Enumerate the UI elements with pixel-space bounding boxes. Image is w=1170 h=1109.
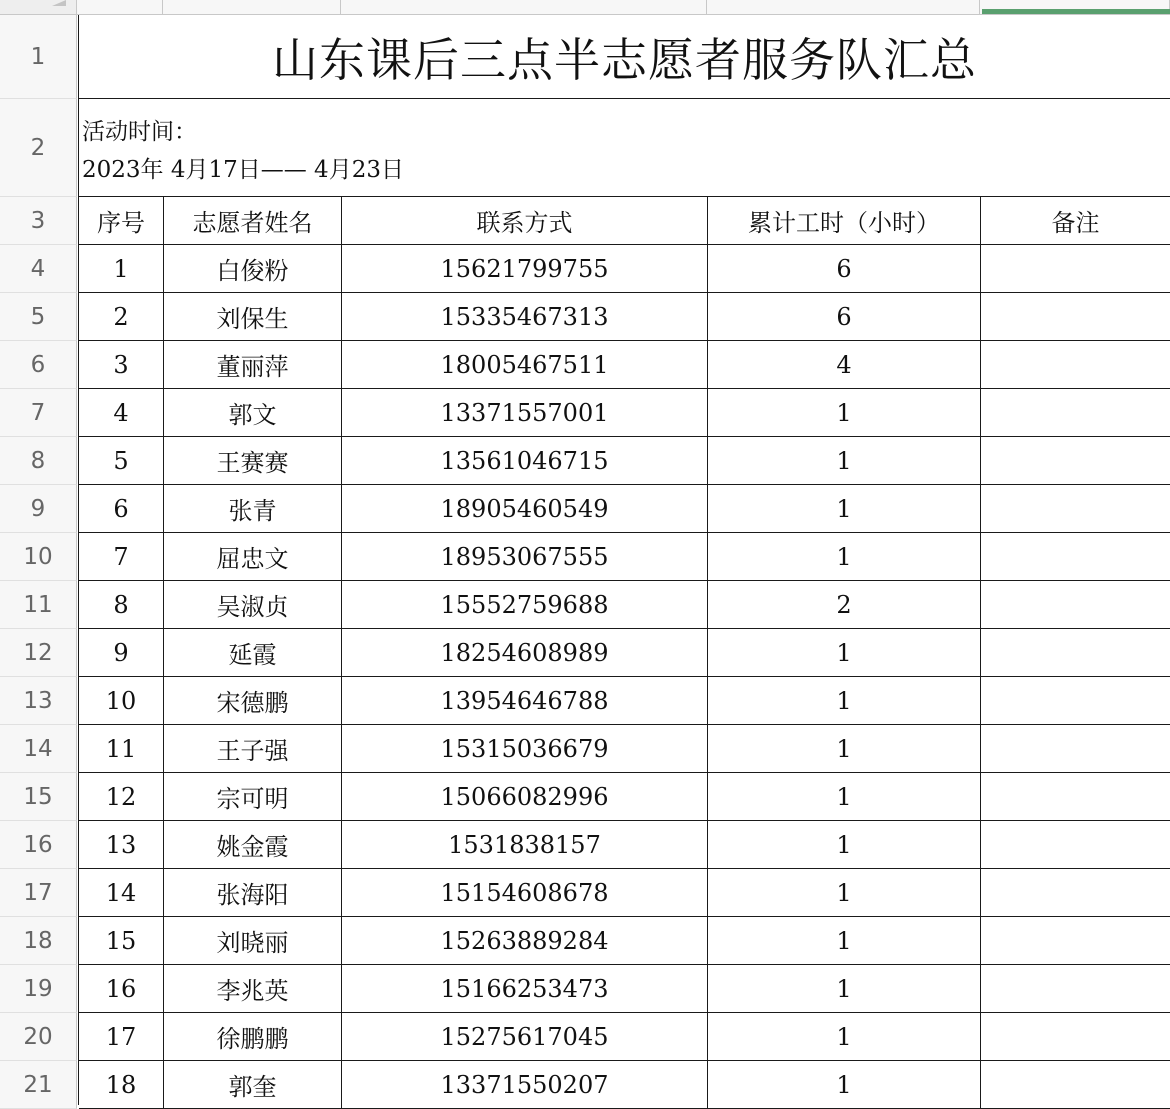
cell-contact[interactable]: 13371550207 xyxy=(342,1061,708,1109)
sheet-title[interactable]: 山东课后三点半志愿者服务队汇总 xyxy=(78,15,1170,99)
cell-name[interactable]: 张青 xyxy=(164,485,342,533)
column-header-c[interactable] xyxy=(341,0,707,15)
cell-name[interactable]: 徐鹏鹏 xyxy=(164,1013,342,1061)
cell-remark[interactable] xyxy=(981,533,1170,581)
cell-hours[interactable]: 1 xyxy=(708,629,981,677)
cell-hours[interactable]: 1 xyxy=(708,1061,981,1109)
cell-remark[interactable] xyxy=(981,629,1170,677)
column-header-b[interactable] xyxy=(163,0,341,15)
select-all-corner[interactable] xyxy=(0,0,77,15)
cell-hours[interactable]: 1 xyxy=(708,485,981,533)
cell-contact[interactable]: 15154608678 xyxy=(342,869,708,917)
cell-hours[interactable]: 1 xyxy=(708,533,981,581)
cell-index[interactable]: 17 xyxy=(79,1013,164,1061)
cell-remark[interactable] xyxy=(981,821,1170,869)
cell-hours[interactable]: 1 xyxy=(708,389,981,437)
cell-hours[interactable]: 1 xyxy=(708,1013,981,1061)
cell-hours[interactable]: 1 xyxy=(708,821,981,869)
header-index[interactable]: 序号 xyxy=(79,197,164,245)
row-header[interactable]: 21 xyxy=(0,1061,77,1109)
header-contact[interactable]: 联系方式 xyxy=(342,197,708,245)
cell-remark[interactable] xyxy=(981,965,1170,1013)
cell-index[interactable]: 4 xyxy=(79,389,164,437)
row-header[interactable]: 11 xyxy=(0,581,77,629)
cell-index[interactable]: 2 xyxy=(79,293,164,341)
cell-remark[interactable] xyxy=(981,293,1170,341)
row-header[interactable]: 10 xyxy=(0,533,77,581)
cell-index[interactable]: 10 xyxy=(79,677,164,725)
cell-index[interactable]: 5 xyxy=(79,437,164,485)
cell-remark[interactable] xyxy=(981,437,1170,485)
cell-index[interactable]: 14 xyxy=(79,869,164,917)
cell-contact[interactable]: 1531838157 xyxy=(342,821,708,869)
cell-contact[interactable]: 18254608989 xyxy=(342,629,708,677)
row-header[interactable]: 13 xyxy=(0,677,77,725)
cell-index[interactable]: 18 xyxy=(79,1061,164,1109)
cell-contact[interactable]: 15263889284 xyxy=(342,917,708,965)
cell-contact[interactable]: 15621799755 xyxy=(342,245,708,293)
cell-contact[interactable]: 15066082996 xyxy=(342,773,708,821)
cell-name[interactable]: 郭文 xyxy=(164,389,342,437)
row-header[interactable]: 16 xyxy=(0,821,77,869)
cell-name[interactable]: 屈忠文 xyxy=(164,533,342,581)
cell-index[interactable]: 9 xyxy=(79,629,164,677)
cell-remark[interactable] xyxy=(981,1061,1170,1109)
row-header[interactable]: 20 xyxy=(0,1013,77,1061)
cell-contact[interactable]: 13561046715 xyxy=(342,437,708,485)
cell-hours[interactable]: 1 xyxy=(708,965,981,1013)
cell-index[interactable]: 8 xyxy=(79,581,164,629)
cell-index[interactable]: 12 xyxy=(79,773,164,821)
cell-index[interactable]: 1 xyxy=(79,245,164,293)
cell-remark[interactable] xyxy=(981,773,1170,821)
cell-index[interactable]: 3 xyxy=(79,341,164,389)
cell-hours[interactable]: 1 xyxy=(708,917,981,965)
row-header[interactable]: 12 xyxy=(0,629,77,677)
cell-contact[interactable]: 15315036679 xyxy=(342,725,708,773)
cell-hours[interactable]: 2 xyxy=(708,581,981,629)
cell-name[interactable]: 张海阳 xyxy=(164,869,342,917)
cell-remark[interactable] xyxy=(981,1013,1170,1061)
row-header[interactable]: 2 xyxy=(0,99,77,197)
column-header-a[interactable] xyxy=(77,0,163,15)
cell-name[interactable]: 郭奎 xyxy=(164,1061,342,1109)
cell-name[interactable]: 李兆英 xyxy=(164,965,342,1013)
cell-contact[interactable]: 13954646788 xyxy=(342,677,708,725)
cell-name[interactable]: 宗可明 xyxy=(164,773,342,821)
cell-hours[interactable]: 1 xyxy=(708,725,981,773)
cell-contact[interactable]: 15275617045 xyxy=(342,1013,708,1061)
cell-index[interactable]: 15 xyxy=(79,917,164,965)
row-header[interactable]: 15 xyxy=(0,773,77,821)
row-header[interactable]: 9 xyxy=(0,485,77,533)
cell-hours[interactable]: 6 xyxy=(708,245,981,293)
cell-contact[interactable]: 15166253473 xyxy=(342,965,708,1013)
row-header[interactable]: 4 xyxy=(0,245,77,293)
row-header[interactable]: 17 xyxy=(0,869,77,917)
cell-name[interactable]: 延霞 xyxy=(164,629,342,677)
row-header[interactable]: 18 xyxy=(0,917,77,965)
cell-name[interactable]: 姚金霞 xyxy=(164,821,342,869)
cell-name[interactable]: 宋德鹏 xyxy=(164,677,342,725)
cell-hours[interactable]: 1 xyxy=(708,677,981,725)
cell-contact[interactable]: 18953067555 xyxy=(342,533,708,581)
column-header-d[interactable] xyxy=(707,0,980,15)
cell-name[interactable]: 白俊粉 xyxy=(164,245,342,293)
cell-remark[interactable] xyxy=(981,581,1170,629)
cell-hours[interactable]: 1 xyxy=(708,773,981,821)
cell-remark[interactable] xyxy=(981,341,1170,389)
cell-name[interactable]: 吴淑贞 xyxy=(164,581,342,629)
cell-remark[interactable] xyxy=(981,677,1170,725)
row-header[interactable]: 5 xyxy=(0,293,77,341)
row-header[interactable]: 7 xyxy=(0,389,77,437)
row-header[interactable]: 19 xyxy=(0,965,77,1013)
column-selection-indicator xyxy=(982,9,1170,14)
cell-remark[interactable] xyxy=(981,245,1170,293)
cell-contact[interactable]: 15335467313 xyxy=(342,293,708,341)
cell-remark[interactable] xyxy=(981,725,1170,773)
cell-index[interactable]: 13 xyxy=(79,821,164,869)
cell-name[interactable]: 刘保生 xyxy=(164,293,342,341)
header-remark[interactable]: 备注 xyxy=(981,197,1170,245)
cell-remark[interactable] xyxy=(981,485,1170,533)
row-header[interactable]: 3 xyxy=(0,197,77,245)
cell-name[interactable]: 王赛赛 xyxy=(164,437,342,485)
row-header[interactable]: 14 xyxy=(0,725,77,773)
cell-remark[interactable] xyxy=(981,869,1170,917)
header-name[interactable]: 志愿者姓名 xyxy=(164,197,342,245)
cell-hours[interactable]: 6 xyxy=(708,293,981,341)
cell-index[interactable]: 6 xyxy=(79,485,164,533)
cell-contact[interactable]: 13371557001 xyxy=(342,389,708,437)
activity-time-label: 活动时间： xyxy=(82,119,197,145)
cell-remark[interactable] xyxy=(981,917,1170,965)
cell-name[interactable]: 刘晓丽 xyxy=(164,917,342,965)
cell-contact[interactable]: 18905460549 xyxy=(342,485,708,533)
row-header[interactable]: 6 xyxy=(0,341,77,389)
cell-name[interactable]: 董丽萍 xyxy=(164,341,342,389)
cell-index[interactable]: 16 xyxy=(79,965,164,1013)
activity-time-cell[interactable] xyxy=(78,99,1170,197)
cell-contact[interactable]: 15552759688 xyxy=(342,581,708,629)
cell-hours[interactable]: 1 xyxy=(708,869,981,917)
cell-index[interactable]: 11 xyxy=(79,725,164,773)
cell-remark[interactable] xyxy=(981,389,1170,437)
cell-hours[interactable]: 1 xyxy=(708,437,981,485)
cell-contact[interactable]: 18005467511 xyxy=(342,341,708,389)
row-header[interactable]: 1 xyxy=(0,15,77,99)
row-header[interactable]: 8 xyxy=(0,437,77,485)
cell-name[interactable]: 王子强 xyxy=(164,725,342,773)
activity-time-dates: 2023年 4月17日—— 4月23日 xyxy=(82,157,404,183)
cell-index[interactable]: 7 xyxy=(79,533,164,581)
cell-hours[interactable]: 4 xyxy=(708,341,981,389)
header-hours[interactable]: 累计工时（小时） xyxy=(708,197,981,245)
corner-triangle-icon xyxy=(52,0,66,6)
